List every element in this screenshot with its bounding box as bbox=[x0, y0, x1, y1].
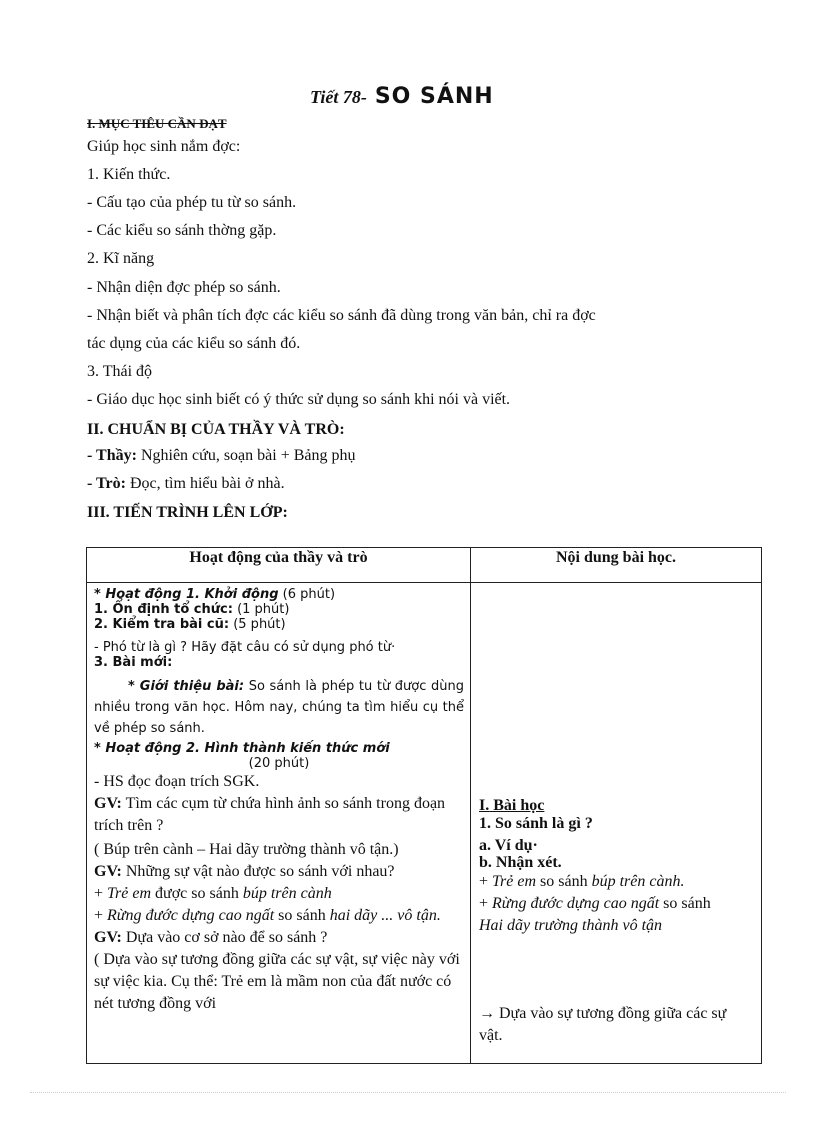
objectives-intro: Giúp học sinh nắm đợc: bbox=[87, 138, 241, 155]
activity-1-time: (6 phút) bbox=[278, 587, 336, 602]
activity-2-heading: * Hoạt động 2. Hình thành kiến thức mới bbox=[94, 741, 390, 756]
student-label: - Trò: bbox=[87, 475, 126, 492]
step-3: 3. Bài mới: bbox=[94, 655, 173, 670]
subject: Rừng đước dựng cao ngất bbox=[107, 907, 275, 924]
gv-label: GV: bbox=[94, 929, 122, 946]
remark-heading: b. Nhận xét. bbox=[479, 854, 562, 871]
gv-question-2 bbox=[94, 861, 464, 883]
content-cell bbox=[471, 583, 762, 1064]
step-1 bbox=[94, 602, 464, 617]
bullet: + bbox=[94, 907, 108, 924]
answer-3: ( Dựa vào sự tương đồng giữa các sự vật, sự việc này với sự việc kia. Cụ thể: Trẻ em là mầm non của đất nước có nét tương đồng với bbox=[94, 951, 460, 1012]
skills-item: tác dụng của các kiểu so sánh đó. bbox=[87, 335, 301, 352]
gv-question-text: Dựa vào cơ sở nào để so sánh ? bbox=[121, 929, 328, 946]
bullet: + bbox=[479, 873, 493, 890]
step-1-time: (1 phút) bbox=[232, 602, 290, 617]
object: hai dãy ... vô tận. bbox=[329, 907, 441, 924]
lesson-number: Tiết 78- bbox=[310, 87, 367, 107]
section-title: Bài học bbox=[489, 797, 545, 814]
spacer bbox=[479, 583, 753, 797]
object: búp trên cành. bbox=[591, 873, 685, 890]
preparation-student bbox=[87, 475, 285, 493]
column-header-activity: Hoạt động của thầy và trò bbox=[87, 548, 471, 583]
hs-read: - HS đọc đoạn trích SGK. bbox=[94, 773, 260, 790]
step-2-time: (5 phút) bbox=[229, 617, 286, 632]
connector: so sánh bbox=[536, 873, 592, 890]
step-2-label: 2. Kiểm tra bài cũ: bbox=[94, 617, 230, 632]
remark-1 bbox=[479, 871, 753, 893]
skills-item: - Nhận biết và phân tích đợc các kiểu so sánh đã dùng trong văn bản, chỉ ra đợc bbox=[87, 307, 596, 324]
subject: Rừng đước dựng cao ngất bbox=[492, 895, 660, 912]
step-1-label: 1. Ổn định tổ chức: bbox=[94, 602, 233, 617]
intro-label: * Giới thiệu bài: bbox=[128, 679, 245, 694]
remark-2 bbox=[479, 893, 753, 915]
teacher-text: Nghiên cứu, soạn bài + Bảng phụ bbox=[136, 447, 356, 464]
introduction-paragraph bbox=[94, 676, 464, 739]
preparation-teacher bbox=[87, 447, 355, 465]
teacher-label: - Thầy: bbox=[87, 447, 137, 464]
subject: Trẻ em bbox=[107, 885, 152, 902]
gv-question-1 bbox=[94, 793, 464, 837]
comparison-2 bbox=[94, 905, 464, 927]
subject: Trẻ em bbox=[492, 873, 537, 890]
bullet: + bbox=[479, 895, 493, 912]
bullet: + bbox=[94, 885, 108, 902]
gv-question-3 bbox=[94, 927, 464, 949]
gv-label: GV: bbox=[94, 863, 122, 880]
lesson-table bbox=[86, 547, 762, 1064]
knowledge-item: - Các kiểu so sánh thờng gặp. bbox=[87, 222, 277, 239]
student-text: Đọc, tìm hiểu bài ở nhà. bbox=[125, 475, 285, 492]
section-number: I. bbox=[479, 797, 490, 814]
activity-2-time: (20 phút) bbox=[248, 756, 310, 771]
connector: so sánh bbox=[274, 907, 330, 924]
connector: so sánh bbox=[659, 895, 711, 912]
lesson-title bbox=[310, 84, 494, 109]
procedure-heading: III. TIẾN TRÌNH LÊN LỚP: bbox=[87, 504, 288, 521]
activity-cell bbox=[87, 583, 471, 1064]
intro-text: So sánh là phép tu từ được dùng nhiều trong văn học. Hôm nay, chúng ta tìm hiểu cụ thể về phép so sánh. bbox=[94, 679, 464, 736]
connector: được so sánh bbox=[151, 885, 243, 902]
comparison-basis: → Dựa vào sự tương đồng giữa các sự vật. bbox=[479, 1005, 727, 1044]
activity-1-heading bbox=[94, 587, 464, 602]
remark-2-object: Hai dãy trường thành vô tận bbox=[479, 917, 663, 934]
answer-1: ( Búp trên cành – Hai dãy trường thành vô tận.) bbox=[94, 841, 399, 858]
attitude-item: - Giáo dục học sinh biết có ý thức sử dụng so sánh khi nói và viết. bbox=[87, 391, 511, 408]
objectives-heading: I. MỤC TIÊU CẦN ĐẠT bbox=[87, 116, 227, 131]
example-heading: a. Ví dụ· bbox=[479, 837, 538, 854]
step-2 bbox=[94, 617, 464, 632]
gv-question-text: Những sự vật nào được so sánh với nhau? bbox=[121, 863, 395, 880]
column-header-content: Nội dung bài học. bbox=[471, 548, 762, 583]
skills-item: - Nhận diện đợc phép so sánh. bbox=[87, 279, 281, 296]
preparation-heading: II. CHUẨN BỊ CỦA THẦY VÀ TRÒ: bbox=[87, 421, 345, 438]
gv-label: GV: bbox=[94, 795, 122, 812]
knowledge-title: 1. Kiến thức. bbox=[87, 166, 171, 183]
skills-title: 2. Kĩ năng bbox=[87, 250, 155, 267]
spacer bbox=[479, 937, 753, 1003]
lesson-name: SO SÁNH bbox=[374, 84, 494, 109]
gv-question-text: Tìm các cụm từ chứa hình ảnh so sánh trong đoạn trích trên ? bbox=[94, 795, 446, 834]
page-footer-divider bbox=[30, 1092, 786, 1093]
knowledge-item: - Cấu tạo của phép tu từ so sánh. bbox=[87, 194, 297, 211]
comparison-1 bbox=[94, 883, 464, 905]
attitude-title: 3. Thái độ bbox=[87, 363, 153, 380]
old-lesson-question: - Phó từ là gì ? Hãy đặt câu có sử dụng phó từ· bbox=[94, 640, 396, 655]
activity-1-label: * Hoạt động 1. Khởi động bbox=[94, 587, 279, 602]
section-heading bbox=[479, 797, 753, 815]
object: búp trên cành bbox=[242, 885, 332, 902]
question-1: 1. So sánh là gì ? bbox=[479, 815, 593, 832]
